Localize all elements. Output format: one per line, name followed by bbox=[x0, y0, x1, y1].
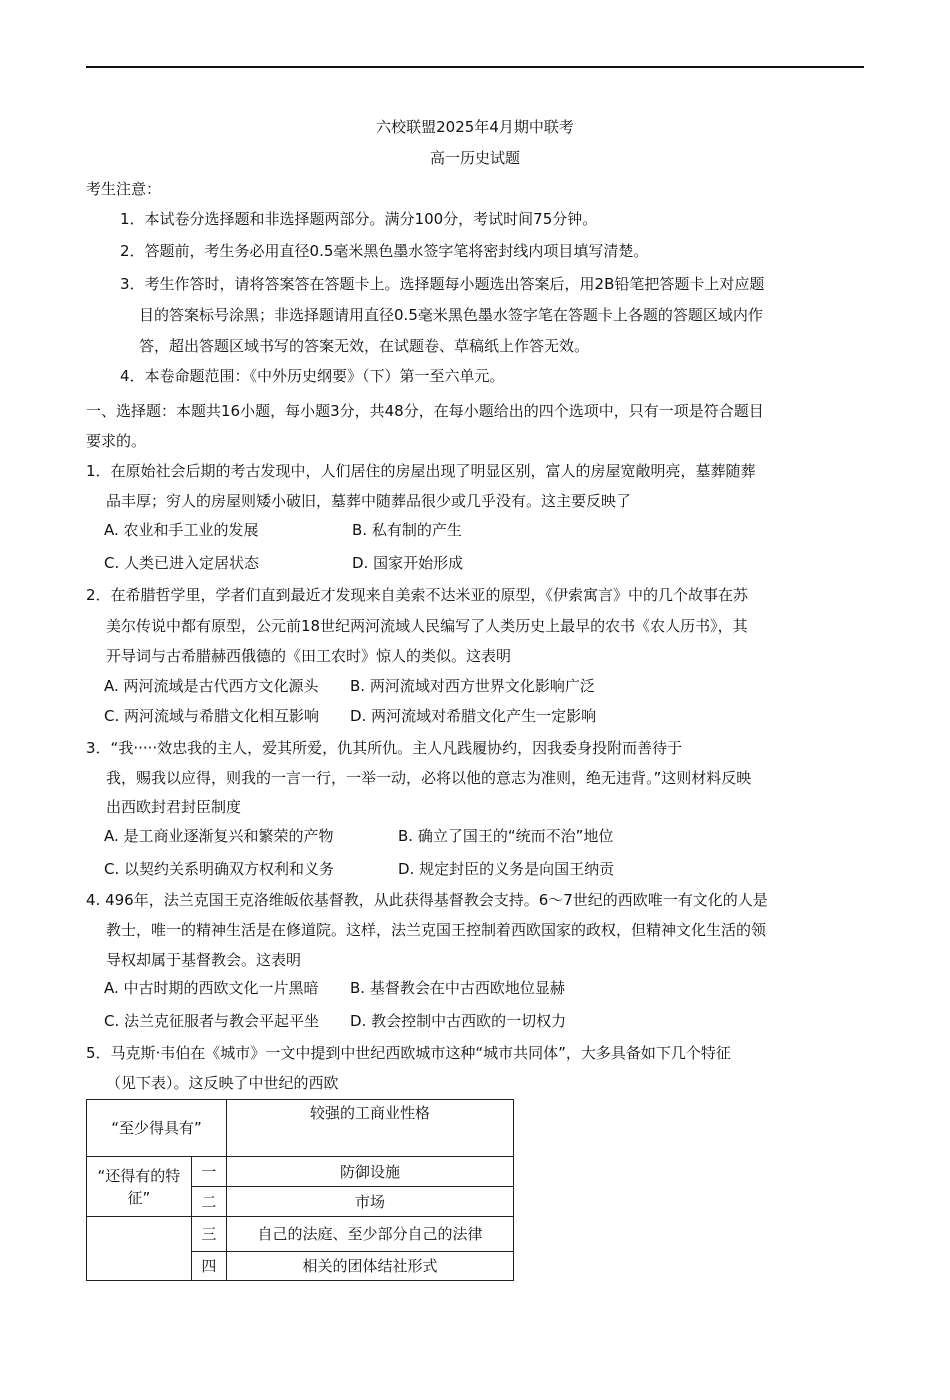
option-a: A. 两河流域是古代西方文化源头 bbox=[104, 677, 319, 695]
option-b: B. 基督教会在中古西欧地位显赫 bbox=[350, 979, 565, 997]
question-5-stem: （见下表）。这反映了中世纪的西欧 bbox=[106, 1074, 339, 1092]
notice-heading: 考生注意： bbox=[86, 180, 162, 198]
question-1-stem: 品丰厚；穷人的房屋则矮小破旧，墓葬中随葬品很少或几乎没有。这主要反映了 bbox=[106, 492, 632, 510]
question-2-stem: 2．在希腊哲学里，学者们直到最近才发现来自美索不达米亚的原型，《伊索寓言》中的几个故事在苏 bbox=[86, 586, 749, 604]
option-b: B. 确立了国王的“统而不治”地位 bbox=[398, 827, 614, 845]
option-d: D. 两河流域对希腊文化产生一定影响 bbox=[350, 707, 597, 725]
question-4-stem: 导权却属于基督教会。这表明 bbox=[106, 951, 302, 969]
notice-item: 2．答题前，考生务必用直径0.5毫米黑色墨水签字笔将密封线内项目填写清楚。 bbox=[120, 242, 649, 260]
section-heading: 一、选择题：本题共16小题，每小题3分，共48分，在每小题给出的四个选项中，只有一项是符合题目 bbox=[86, 402, 764, 420]
question-3-stem: 我，赐我以应得，则我的一言一行，一举一动，必将以他的意志为准则，绝无违背。”这则材料反映 bbox=[106, 769, 752, 787]
notice-item: 3．考生作答时，请将答案答在答题卡上。选择题每小题选出答案后，用2B铅笔把答题卡上对应题 bbox=[120, 275, 765, 293]
table-row-number: 二 bbox=[191, 1187, 226, 1217]
question-3-stem: 出西欧封君封臣制度 bbox=[106, 798, 242, 816]
option-b: B. 两河流域对西方世界文化影响广泛 bbox=[350, 677, 595, 695]
option-c: C. 两河流域与希腊文化相互影响 bbox=[104, 707, 320, 725]
table-cell: 防御设施 bbox=[227, 1157, 514, 1187]
option-c: C. 法兰克征服者与教会平起平坐 bbox=[104, 1012, 320, 1030]
section-heading-cont: 要求的。 bbox=[86, 432, 147, 450]
option-d: D. 教会控制中古西欧的一切权力 bbox=[350, 1012, 567, 1030]
table-cell: 市场 bbox=[227, 1187, 514, 1217]
city-features-table bbox=[86, 1099, 514, 1281]
header-rule bbox=[86, 66, 864, 68]
table-cell: 自己的法庭、至少部分自己的法律 bbox=[227, 1217, 514, 1252]
option-c: C. 人类已进入定居状态 bbox=[104, 554, 260, 572]
table-empty-cell bbox=[87, 1217, 192, 1281]
table-cell: 相关的团体结社形式 bbox=[227, 1252, 514, 1281]
option-d: D. 国家开始形成 bbox=[352, 554, 464, 572]
question-5-stem: 5．马克斯·韦伯在《城市》一文中提到中世纪西欧城市这种“城市共同体”，大多具备如下几个特征 bbox=[86, 1044, 731, 1062]
table-header-must: “至少得具有” bbox=[87, 1100, 227, 1157]
exam-title: 六校联盟2025年4月期中联考 bbox=[376, 118, 574, 136]
notice-item: 答，超出答题区域书写的答案无效，在试题卷、草稿纸上作答无效。 bbox=[139, 337, 590, 355]
question-1-stem: 1．在原始社会后期的考古发现中，人们居住的房屋出现了明显区别，富人的房屋宽敞明亮，墓葬随葬 bbox=[86, 462, 756, 480]
notice-item: 目的答案标号涂黑；非选择题请用直径0.5毫米黑色墨水签字笔在答题卡上各题的答题区域内作 bbox=[139, 306, 763, 324]
exam-subtitle: 高一历史试题 bbox=[429, 149, 520, 167]
question-3-stem: 3．“我·····效忠我的主人，爱其所爱，仇其所仇。主人凡践履协约，因我委身投附而善待于 bbox=[86, 739, 683, 757]
option-a: A. 是工商业逐渐复兴和繁荣的产物 bbox=[104, 827, 334, 845]
question-2-stem: 开导词与古希腊赫西俄德的《田工农时》惊人的类似。这表明 bbox=[106, 647, 512, 665]
table-cell-must-value: 较强的工商业性格 bbox=[227, 1100, 514, 1157]
notice-item: 1．本试卷分选择题和非选择题两部分。满分100分，考试时间75分钟。 bbox=[120, 210, 598, 228]
option-c: C. 以契约关系明确双方权利和义务 bbox=[104, 860, 335, 878]
question-2-stem: 美尔传说中都有原型，公元前18世纪两河流域人民编写了人类历史上最早的农书《农人历书》，其 bbox=[106, 617, 748, 635]
question-4-stem: 教士，唯一的精神生活是在修道院。这样，法兰克国王控制着西欧国家的政权，但精神文化生活的领 bbox=[106, 921, 767, 939]
option-a: A. 农业和手工业的发展 bbox=[104, 521, 259, 539]
question-4-stem: 4. 496年，法兰克国王克洛维皈依基督教，从此获得基督教会支持。6～7世纪的西欧唯一有文化的人是 bbox=[86, 891, 768, 909]
table-row-number: 一 bbox=[191, 1157, 226, 1187]
table-row-number: 三 bbox=[191, 1217, 226, 1252]
option-d: D. 规定封臣的义务是向国王纳贡 bbox=[398, 860, 615, 878]
option-a: A. 中古时期的西欧文化一片黑暗 bbox=[104, 979, 319, 997]
table-header-also: “还得有的特征” bbox=[87, 1157, 192, 1217]
notice-item: 4．本卷命题范围：《中外历史纲要》（下）第一至六单元。 bbox=[120, 367, 505, 385]
option-b: B. 私有制的产生 bbox=[352, 521, 462, 539]
table-row-number: 四 bbox=[191, 1252, 226, 1281]
